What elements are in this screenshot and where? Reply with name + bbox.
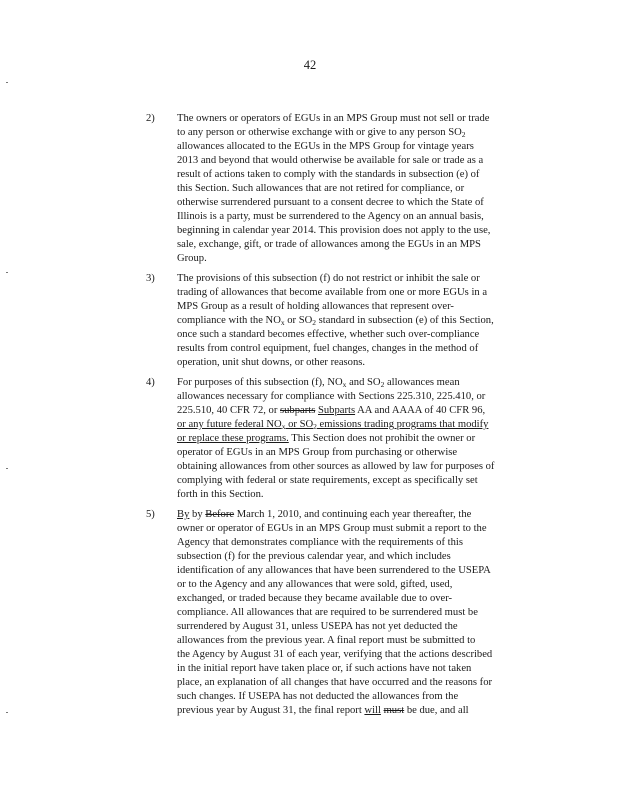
item-text: For purposes of this subsection (f), $NO_x$ and $SO_2$ allowances mean allowances necessary for compliance with Sections 225.310, 225.410, or 225.510, 40 CFR 72, or subparts Subparts AA and AAAA of 40 CFR 96, or any future federal $NO_x$ or $SO_2$ emissions trading programs that modify or replace these programs. This Section does not prohibit the owner or operator of EGUs in an MPS Group from purchasing or otherwise obtaining allowances from other sources as allowed by law for purposes of complying with federal or state requirements, except as specifically set forth in this Section. — [177, 377, 495, 500]
item-text: The owners or operators of EGUs in an MPS Group must not sell or trade to any person or otherwise exchange with or give to any person $SO_2$ allowances allocated to the EGUs in the MPS Group for vintage years 2013 and beyond that would otherwise be available for sale or trade as a result of actions taken to comply with the standards in subsection (e) of this Section. Such allowances that are not retired for compliance, or otherwise surrendered pursuant to a consent decree to which the State of Illinois is a party, must be surrendered to the Agency on an annual basis, beginning in calendar year 2014. This provision does not apply to the use, sale, exchange, gift, or trade of allowances among the EGUs in an MPS Group. — [177, 113, 491, 264]
inserted-text: or any future federal $NO_x$ or $SO_2$ emissions trading programs that modify — [177, 419, 489, 431]
item-number: 5) — [146, 509, 155, 520]
margin-mark — [6, 82, 8, 83]
item-number: 4) — [146, 377, 155, 388]
item-text: The provisions of this subsection (f) do not restrict or inhibit the sale or trading of allowances that become available from one or more EGUs in a MPS Group as a result of holding allowances that represent over- compliance with the $NO_x$ or $SO_2$ standard in subsection (e) of this Section, once such a standard becomes effective, whether such over-compliance results from control equipment, fuel changes, changes in the method of operation, unit shut downs, or other reasons. — [177, 273, 494, 368]
inserted-text: or replace these programs. — [177, 433, 289, 444]
item-text: By by Before March 1, 2010, and continuing each year thereafter, the owner or operator of EGUs in an MPS Group must submit a report to the Agency that demonstrates compliance with the requirements of this subsection (f) for the previous calendar year, and which includes identification of any allowances that have been surrendered to the USEPA or to the Agency and any allowances that were sold, gifted, used, exchanged, or traded because they became available due to over- compliance. All allowances that are required to be surrendered must be surrendered by August 31, unless USEPA has not yet deducted the allowances from the previous year. A final report must be submitted to the Agency by August 31 of each year, verifying that the actions described in the initial report have taken place or, if such actions have not taken place, an explanation of all changes that have occurred and the reasons for such changes. If USEPA has not deducted the allowances from the previous year by August 31, the final report will must be due, and all — [177, 509, 493, 716]
inserted-text: will — [364, 705, 381, 716]
page-number: 42 — [303, 58, 317, 72]
deleted-text: Before — [205, 509, 235, 520]
deleted-text: subparts — [280, 405, 316, 416]
inserted-text: Subparts — [317, 405, 356, 416]
item-number: 2) — [146, 113, 155, 124]
margin-mark — [6, 272, 8, 273]
margin-mark — [6, 712, 8, 713]
item-number: 3) — [146, 273, 155, 284]
deleted-text: must — [383, 705, 405, 716]
inserted-text: By — [177, 509, 190, 520]
margin-mark — [6, 468, 8, 469]
